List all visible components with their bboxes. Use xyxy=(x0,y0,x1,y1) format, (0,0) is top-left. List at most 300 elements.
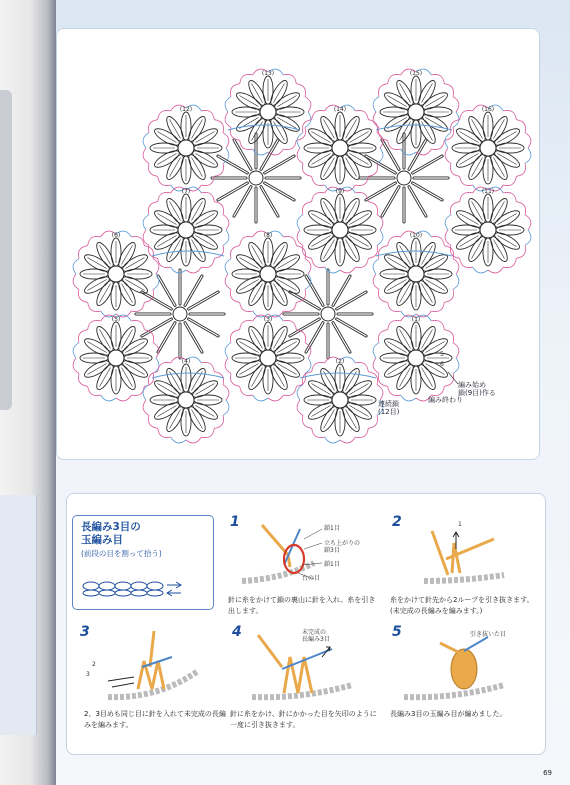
picot-scallop xyxy=(148,202,157,215)
petal-spine xyxy=(157,384,176,395)
petal-spine xyxy=(122,284,133,303)
joining-chain xyxy=(152,373,224,378)
picot-scallop xyxy=(368,415,377,428)
spoke-stitch-inner xyxy=(265,183,294,200)
picot-scallop xyxy=(223,230,229,245)
petal-spine xyxy=(278,96,297,107)
picot-scallop xyxy=(368,120,377,133)
petal-spine xyxy=(126,258,145,269)
petal-spine xyxy=(350,384,369,395)
step-4 xyxy=(222,621,382,731)
stitch-title-line2: 玉編み目 xyxy=(81,534,123,546)
petal-spine xyxy=(274,284,285,303)
picot-scallop xyxy=(388,236,401,245)
picot-scallop xyxy=(312,176,325,185)
petal-spine xyxy=(494,240,505,259)
spoke-stitch-inner xyxy=(290,292,319,309)
motif-number-label: (4) xyxy=(181,358,191,365)
step-5 xyxy=(384,621,544,731)
picot-scallop xyxy=(431,320,444,329)
petal-spine xyxy=(387,280,406,291)
picot-scallop xyxy=(368,202,377,215)
picot-scallop xyxy=(302,415,311,428)
spoke-stitch-inner xyxy=(413,183,442,200)
petal-spine xyxy=(170,201,181,220)
picot-scallop xyxy=(240,320,253,329)
flower-motif xyxy=(73,315,159,401)
step-5-illustration xyxy=(384,624,544,705)
spoke-stitch-inner xyxy=(337,319,366,336)
picot-scallop xyxy=(312,258,325,267)
petal-spine xyxy=(459,214,478,225)
star-center-ring xyxy=(249,171,263,185)
step-4-note-1: 未完成の xyxy=(302,629,327,636)
picot-scallop xyxy=(312,428,325,437)
picot-scallop xyxy=(445,148,451,163)
motif-number-label: (5) xyxy=(111,316,121,323)
picot-scallop xyxy=(88,302,101,311)
picot-scallop xyxy=(240,302,253,311)
picot-scallop xyxy=(148,415,157,428)
picot-scallop xyxy=(201,428,214,437)
motif-number-label: (15) xyxy=(409,70,423,77)
picot-scallop xyxy=(444,289,453,302)
step-1-note-2: 立ち上がりの鎖3目 xyxy=(324,540,361,554)
spoke-stitch-inner xyxy=(218,156,247,173)
flower-motif xyxy=(445,187,531,273)
petal-spine xyxy=(422,83,433,102)
flower-center-ring xyxy=(178,222,194,238)
stitch-info-box xyxy=(72,515,214,610)
flower-center-ring xyxy=(178,140,194,156)
petal-spine xyxy=(350,214,369,225)
petal-spine xyxy=(472,201,483,220)
petal-spine xyxy=(498,154,517,165)
picot-scallop xyxy=(340,267,355,273)
petal-spine xyxy=(311,154,330,165)
star-motif xyxy=(212,134,300,222)
picot-scallop xyxy=(143,400,149,415)
flower-center-ring xyxy=(260,266,276,282)
spoke-stitch-inner xyxy=(185,276,202,305)
petal-spine xyxy=(196,214,215,225)
picot-scallop xyxy=(445,230,451,245)
flower-motif xyxy=(373,231,459,317)
petal-spine xyxy=(196,406,215,417)
joining-chain xyxy=(152,251,224,256)
picot-scallop xyxy=(373,112,379,127)
joining-chain xyxy=(376,125,452,130)
picot-scallop xyxy=(373,274,379,289)
picot-scallop xyxy=(431,140,444,149)
picot-scallop xyxy=(431,302,444,311)
spoke-stitch-inner xyxy=(158,323,175,352)
picot-scallop xyxy=(214,372,223,385)
petal-spine xyxy=(87,258,106,269)
motif-number-label: (9) xyxy=(335,188,345,195)
picot-scallop xyxy=(78,330,87,343)
petal-spine xyxy=(422,245,433,264)
step-5-note-1: 引き抜いた目 xyxy=(470,631,507,638)
petal-spine xyxy=(274,83,285,102)
picot-scallop xyxy=(401,395,416,401)
petal-spine xyxy=(126,364,145,375)
picot-scallop xyxy=(503,192,516,201)
picot-scallop xyxy=(143,215,149,230)
petal-spine xyxy=(278,258,297,269)
motif-number-label: (8) xyxy=(263,232,273,239)
petal-spine xyxy=(498,236,517,247)
spoke-stitch-inner xyxy=(158,276,175,305)
picot-scallop xyxy=(373,259,379,274)
motif-number-label: (7) xyxy=(181,188,191,195)
picot-scallop xyxy=(240,386,253,395)
picot-scallop xyxy=(460,176,473,185)
petal-spine xyxy=(400,284,411,303)
flower-center-ring xyxy=(408,266,424,282)
picot-scallop xyxy=(253,395,268,401)
petal-spine xyxy=(274,329,285,348)
picot-scallop xyxy=(312,362,325,371)
spoke-stitch-inner xyxy=(306,323,323,352)
flower-center-ring xyxy=(332,392,348,408)
spoke-stitch-inner xyxy=(382,140,399,169)
picot-scallop xyxy=(230,373,239,386)
spoke-stitch-inner xyxy=(290,319,319,336)
petal-spine xyxy=(498,214,517,225)
picot-scallop xyxy=(453,343,459,358)
petal-spine xyxy=(387,96,406,107)
start-note-line2: 鎖(9目)作る xyxy=(458,389,496,397)
motif-number-label: (16) xyxy=(481,106,495,113)
step-2-number: 2 xyxy=(392,514,402,530)
petal-spine xyxy=(400,245,411,264)
picot-scallop xyxy=(368,372,377,385)
picot-scallop xyxy=(516,120,525,133)
picot-scallop xyxy=(444,373,453,386)
petal-spine xyxy=(498,132,517,143)
picot-scallop xyxy=(201,362,214,371)
petal-spine xyxy=(426,280,445,291)
step-3-note-1: 2 xyxy=(92,661,96,668)
step-2-caption: 糸をかけて針先から2ループを引き抜きます。(未完成の長編みを編みます。) xyxy=(390,596,534,615)
previous-page-edge xyxy=(0,90,12,410)
petal-spine xyxy=(324,158,335,177)
flower-motif xyxy=(73,231,159,317)
flower-motif xyxy=(225,69,311,155)
spoke-stitch-inner xyxy=(142,292,171,309)
picot-scallop xyxy=(225,112,231,127)
spoke-stitch-inner xyxy=(265,156,294,173)
petal-spine xyxy=(278,280,297,291)
picot-scallop xyxy=(73,343,79,358)
picot-scallop xyxy=(388,302,401,311)
picot-scallop xyxy=(378,373,387,386)
petal-spine xyxy=(100,329,111,348)
picot-scallop xyxy=(431,386,444,395)
picot-scallop xyxy=(473,267,488,273)
petal-spine xyxy=(400,368,411,387)
petal-spine xyxy=(387,258,406,269)
petal-spine xyxy=(157,154,176,165)
petal-spine xyxy=(87,342,106,353)
petal-spine xyxy=(122,329,133,348)
petal-spine xyxy=(422,329,433,348)
stitch-subtitle: (前段の目を割って拾う) xyxy=(81,549,162,558)
petal-spine xyxy=(170,119,181,138)
petal-spine xyxy=(494,119,505,138)
petal-spine xyxy=(346,158,357,177)
picot-scallop xyxy=(388,386,401,395)
spoke-stitch-inner xyxy=(366,183,395,200)
petal-spine xyxy=(196,384,215,395)
step-5-caption: 長編み3目の玉編み目が編めました。 xyxy=(390,710,507,718)
picot-scallop xyxy=(503,258,516,267)
picot-scallop xyxy=(131,302,144,311)
start-note xyxy=(458,381,496,397)
step-3 xyxy=(68,621,228,731)
petal-spine xyxy=(494,201,505,220)
petal-spine xyxy=(422,368,433,387)
picot-scallop xyxy=(453,259,459,274)
round-mark: 6 xyxy=(440,361,444,368)
motif-number-label: (12) xyxy=(179,106,193,113)
joining-chain xyxy=(300,373,376,378)
flower-motif xyxy=(225,315,311,401)
spoke-stitch-inner xyxy=(261,187,278,216)
picot-scallop xyxy=(240,140,253,149)
picot-scallop xyxy=(214,245,223,258)
picot-scallop xyxy=(73,259,79,274)
picot-scallop xyxy=(283,236,296,245)
star-center-ring xyxy=(397,171,411,185)
petal-spine xyxy=(252,245,263,264)
petal-spine xyxy=(274,368,285,387)
flower-motif xyxy=(373,69,459,155)
picot-scallop xyxy=(283,320,296,329)
picot-scallop xyxy=(368,163,377,176)
picot-scallop xyxy=(143,133,149,148)
picot-scallop xyxy=(201,258,214,267)
picot-scallop xyxy=(225,97,231,112)
picot-scallop xyxy=(171,267,186,273)
picot-scallop xyxy=(450,163,459,176)
petal-spine xyxy=(324,371,335,390)
petal-spine xyxy=(459,236,478,247)
picot-scallop xyxy=(225,274,231,289)
picot-scallop xyxy=(503,176,516,185)
flower-center-ring xyxy=(480,222,496,238)
picot-scallop xyxy=(305,358,311,373)
flower-center-ring xyxy=(108,266,124,282)
picot-scallop xyxy=(453,274,459,289)
petal-spine xyxy=(346,410,357,429)
motif-number-label: (1) xyxy=(411,316,421,323)
picot-scallop xyxy=(148,163,157,176)
picot-scallop xyxy=(240,74,253,83)
petal-spine xyxy=(192,410,203,429)
picot-scallop xyxy=(388,320,401,329)
previous-page-panel xyxy=(0,495,37,735)
picot-scallop xyxy=(453,358,459,373)
spoke-stitch-inner xyxy=(142,319,171,336)
spoke-stitch-inner xyxy=(409,187,426,216)
stitch-instructions-panel xyxy=(66,493,546,755)
picot-scallop xyxy=(88,236,101,245)
petal-spine xyxy=(324,119,335,138)
picot-scallop xyxy=(325,437,340,443)
picot-scallop xyxy=(525,230,531,245)
picot-scallop xyxy=(355,362,368,371)
star-center-ring xyxy=(173,307,187,321)
picot-scallop xyxy=(355,428,368,437)
flower-center-ring xyxy=(178,392,194,408)
spoke-stitch-inner xyxy=(337,292,366,309)
step-2-illustration xyxy=(384,519,544,591)
picot-scallop xyxy=(297,215,303,230)
picot-scallop xyxy=(283,140,296,149)
picot-scallop xyxy=(373,343,379,358)
petal-spine xyxy=(239,342,258,353)
flower-motif xyxy=(373,315,459,401)
picot-scallop xyxy=(516,202,525,215)
picot-scallop xyxy=(296,246,305,259)
picot-scallop xyxy=(158,428,171,437)
motif-number-label: (14) xyxy=(333,106,347,113)
picot-scallop xyxy=(223,133,229,148)
petal-spine xyxy=(170,240,181,259)
flower-motif xyxy=(143,187,229,273)
petal-spine xyxy=(157,406,176,417)
picot-scallop xyxy=(503,110,516,119)
flower-center-ring xyxy=(260,350,276,366)
picot-scallop xyxy=(283,74,296,83)
step-3-caption: 2、3目めも同じ目に針を入れて未完成の長編みを編みます。 xyxy=(84,710,226,729)
step-1-caption: 針に糸をかけて鎖の裏山に針を入れ、糸を引き出します。 xyxy=(228,596,376,615)
petal-spine xyxy=(170,410,181,429)
flower-motif xyxy=(143,357,229,443)
picot-scallop xyxy=(230,84,239,97)
spoke-stitch-inner xyxy=(185,323,202,352)
picot-scallop xyxy=(305,259,311,274)
petal-spine xyxy=(400,83,411,102)
petal-spine xyxy=(311,214,330,225)
flower-center-ring xyxy=(108,350,124,366)
spoke-stitch-inner xyxy=(306,276,323,305)
picot-scallop xyxy=(377,148,383,163)
petal-spine xyxy=(252,83,263,102)
petal-spine xyxy=(196,154,215,165)
picot-scallop xyxy=(516,163,525,176)
petal-spine xyxy=(311,132,330,143)
petal-spine xyxy=(274,122,285,141)
picot-scallop xyxy=(73,274,79,289)
picot-scallop xyxy=(230,330,239,343)
picot-scallop xyxy=(223,385,229,400)
crochet-chart xyxy=(56,28,540,460)
petal-spine xyxy=(157,132,176,143)
round-mark: 5 xyxy=(440,351,444,358)
page-number: 69 xyxy=(543,769,552,777)
picot-scallop xyxy=(158,362,171,371)
picot-scallop xyxy=(143,148,149,163)
petal-spine xyxy=(239,364,258,375)
petal-spine xyxy=(196,132,215,143)
picot-scallop xyxy=(240,236,253,245)
picot-scallop xyxy=(78,373,87,386)
petal-spine xyxy=(239,258,258,269)
picot-scallop xyxy=(296,84,305,97)
motif-number-label: (3) xyxy=(263,316,273,323)
petal-spine xyxy=(346,201,357,220)
step-2-note-1: 1 xyxy=(458,521,462,528)
picot-scallop xyxy=(78,246,87,259)
spoke-stitch-inner xyxy=(366,156,395,173)
petal-spine xyxy=(192,119,203,138)
petal-spine xyxy=(350,132,369,143)
picot-scallop xyxy=(378,246,387,259)
spoke-stitch-inner xyxy=(234,187,251,216)
picot-scallop xyxy=(148,120,157,133)
picot-scallop xyxy=(297,385,303,400)
flower-center-ring xyxy=(480,140,496,156)
flower-center-ring xyxy=(408,104,424,120)
picot-scallop xyxy=(373,97,379,112)
picot-scallop xyxy=(453,97,459,112)
petal-spine xyxy=(459,154,478,165)
step-2 xyxy=(384,514,544,615)
book-spine xyxy=(0,0,56,785)
petal-spine xyxy=(494,158,505,177)
step-4-number: 4 xyxy=(232,624,242,640)
picot-scallop xyxy=(378,289,387,302)
spoke-stitch-inner xyxy=(382,187,399,216)
petal-spine xyxy=(274,245,285,264)
petal-spine xyxy=(459,132,478,143)
petal-spine xyxy=(252,284,263,303)
start-note-line1: 編み始め xyxy=(458,381,486,389)
petal-spine xyxy=(87,364,106,375)
picot-scallop xyxy=(225,343,231,358)
picot-scallop xyxy=(214,202,223,215)
picot-scallop xyxy=(297,400,303,415)
flower-motif xyxy=(225,231,311,317)
picot-scallop xyxy=(450,202,459,215)
picot-scallop xyxy=(223,215,229,230)
spoke-stitch-inner xyxy=(189,319,218,336)
picot-scallop xyxy=(431,236,444,245)
picot-scallop xyxy=(525,148,531,163)
picot-scallop xyxy=(355,258,368,267)
petal-spine xyxy=(239,96,258,107)
picot-scallop xyxy=(116,395,131,401)
petal-spine xyxy=(192,201,203,220)
petal-spine xyxy=(422,122,433,141)
picot-scallop xyxy=(214,120,223,133)
step-3-note-2: 3 xyxy=(86,671,90,678)
picot-scallop xyxy=(444,84,453,97)
petal-spine xyxy=(192,240,203,259)
petal-spine xyxy=(122,245,133,264)
chain-stitch-symbol xyxy=(81,578,191,600)
picot-scallop xyxy=(225,358,231,373)
picot-scallop xyxy=(302,202,311,215)
picot-scallop xyxy=(78,289,87,302)
step-4-note-2: 長編み3目 xyxy=(302,636,330,643)
step-1-note-1: 鎖1目 xyxy=(324,525,340,532)
picot-scallop xyxy=(283,386,296,395)
petal-spine xyxy=(350,406,369,417)
